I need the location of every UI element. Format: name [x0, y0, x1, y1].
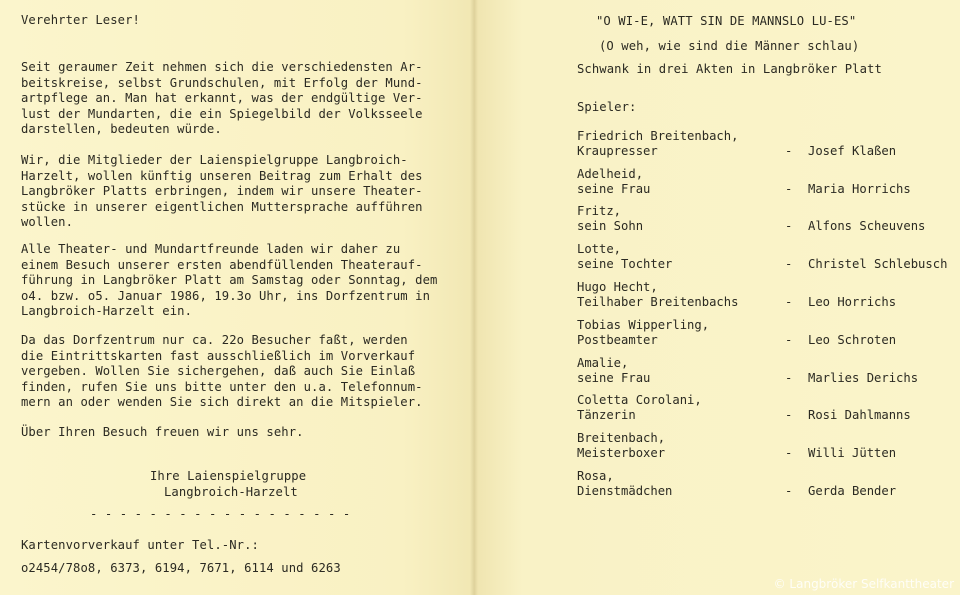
- role-description: sein Sohn: [577, 219, 644, 233]
- text-line: mern an oder wenden Sie sich direkt an die Mitspieler.: [21, 395, 423, 410]
- dash: -: [785, 257, 793, 271]
- paragraph-1: [21, 60, 423, 138]
- role-description: seine Frau: [577, 371, 651, 385]
- actor-name: Maria Horrichs: [808, 182, 911, 196]
- dash: -: [785, 371, 793, 385]
- actor-name: Christel Schlebusch: [808, 257, 948, 271]
- play-genre: Schwank in drei Akten in Langbröker Platt: [577, 62, 882, 76]
- paragraph-4: [21, 333, 423, 411]
- signature-line-1: Ihre Laienspielgruppe: [150, 469, 307, 483]
- role-name: Hugo Hecht,: [577, 280, 658, 294]
- text-line: darstellen, bedeuten würde.: [21, 122, 222, 137]
- role-name: Rosa,: [577, 469, 614, 483]
- text-line: artpflege an. Man hat erkannt, was der endgültige Ver-: [21, 91, 423, 106]
- signature-line-2: Langbroich-Harzelt: [164, 485, 298, 499]
- role-description: Kraupresser: [577, 144, 658, 158]
- play-title: "O WI-E, WATT SIN DE MANNSLO LU-ES": [596, 14, 857, 28]
- cast-row: [577, 393, 957, 425]
- text-line: Seit geraumer Zeit nehmen sich die verschiedensten Ar-: [21, 60, 423, 74]
- actor-name: Josef Klaßen: [808, 144, 897, 158]
- role-description: Teilhaber Breitenbachs: [577, 295, 739, 309]
- role-description: seine Tochter: [577, 257, 673, 271]
- role-description: Tänzerin: [577, 408, 636, 422]
- dash: -: [785, 408, 793, 422]
- dash: -: [785, 484, 793, 498]
- actor-name: Leo Horrichs: [808, 295, 897, 309]
- cast-row: [577, 167, 957, 199]
- cast-row: [577, 318, 957, 350]
- text-line: Langbroich-Harzelt ein.: [21, 304, 193, 319]
- paragraph-3: [21, 242, 438, 320]
- actor-name: Leo Schroten: [808, 333, 897, 347]
- page-fold: [470, 0, 478, 595]
- role-name: Amalie,: [577, 356, 629, 370]
- dash: -: [785, 446, 793, 460]
- actor-name: Rosi Dahlmanns: [808, 408, 911, 422]
- role-name: Coletta Corolani,: [577, 393, 702, 407]
- play-subtitle: (O weh, wie sind die Männer schlau): [599, 39, 860, 53]
- copyright-watermark: © Langbröker Selfkanttheater: [773, 577, 954, 591]
- cast-row: [577, 469, 957, 501]
- dash: -: [785, 144, 793, 158]
- actor-name: Marlies Derichs: [808, 371, 919, 385]
- cast-row: [577, 204, 957, 236]
- text-line: Harzelt, wollen künftig unseren Beitrag zum Erhalt des: [21, 168, 423, 183]
- text-line: o4. bzw. o5. Januar 1986, 19.3o Uhr, ins Dorfzentrum in: [21, 288, 431, 303]
- text-line: Wir, die Mitglieder der Laienspielgruppe Langbroich-: [21, 153, 408, 167]
- text-line: lust der Mundarten, die ein Spiegelbild der Volksseele: [21, 106, 423, 121]
- paragraph-2: [21, 153, 423, 231]
- text-line: Da das Dorfzentrum nur ca. 22o Besucher faßt, werden: [21, 333, 408, 347]
- text-line: stücke in unserer eigentlichen Muttersprache aufführen: [21, 199, 423, 214]
- cast-row: [577, 280, 957, 312]
- role-description: Meisterboxer: [577, 446, 666, 460]
- role-name: Breitenbach,: [577, 431, 666, 445]
- role-name: Adelheid,: [577, 167, 644, 181]
- role-name: Friedrich Breitenbach,: [577, 129, 739, 143]
- actor-name: Willi Jütten: [808, 446, 897, 460]
- role-name: Tobias Wipperling,: [577, 318, 710, 332]
- cut-separator: - - - - - - - - - - - - - - - - - -: [90, 507, 351, 521]
- text-line: die Eintrittskarten fast ausschließlich im Vorverkauf: [21, 348, 416, 363]
- dash: -: [785, 182, 793, 196]
- cast-row: [577, 242, 957, 274]
- tickets-phone-numbers: o2454/78o8, 6373, 6194, 7671, 6114 und 6263: [21, 561, 341, 575]
- text-line: finden, rufen Sie uns bitte unter den u.a. Telefonnum-: [21, 379, 423, 394]
- text-line: Alle Theater- und Mundartfreunde laden wir daher zu: [21, 242, 401, 256]
- actor-name: Alfons Scheuvens: [808, 219, 926, 233]
- actor-name: Gerda Bender: [808, 484, 897, 498]
- cast-row: [577, 431, 957, 463]
- cast-row: [577, 356, 957, 388]
- greeting: Verehrter Leser!: [21, 13, 140, 27]
- text-line: beitskreise, selbst Grundschulen, mit Erfolg der Mund-: [21, 75, 423, 90]
- role-name: Fritz,: [577, 204, 622, 218]
- dash: -: [785, 333, 793, 347]
- players-heading: Spieler:: [577, 100, 637, 114]
- role-description: seine Frau: [577, 182, 651, 196]
- cast-row: [577, 129, 957, 161]
- text-line: führung in Langbröker Platt am Samstag oder Sonntag, dem: [21, 273, 438, 288]
- text-line: einem Besuch unserer ersten abendfüllenden Theaterauf-: [21, 257, 423, 272]
- role-description: Dienstmädchen: [577, 484, 673, 498]
- text-line: wollen.: [21, 215, 74, 230]
- text-line: vergeben. Wollen Sie sichergehen, daß auch Sie Einlaß: [21, 364, 416, 379]
- closing-line: Über Ihren Besuch freuen wir uns sehr.: [21, 425, 304, 439]
- role-description: Postbeamter: [577, 333, 658, 347]
- role-name: Lotte,: [577, 242, 622, 256]
- text-line: Langbröker Platts erbringen, indem wir unsere Theater-: [21, 184, 423, 199]
- dash: -: [785, 295, 793, 309]
- dash: -: [785, 219, 793, 233]
- tickets-label: Kartenvorverkauf unter Tel.-Nr.:: [21, 538, 259, 552]
